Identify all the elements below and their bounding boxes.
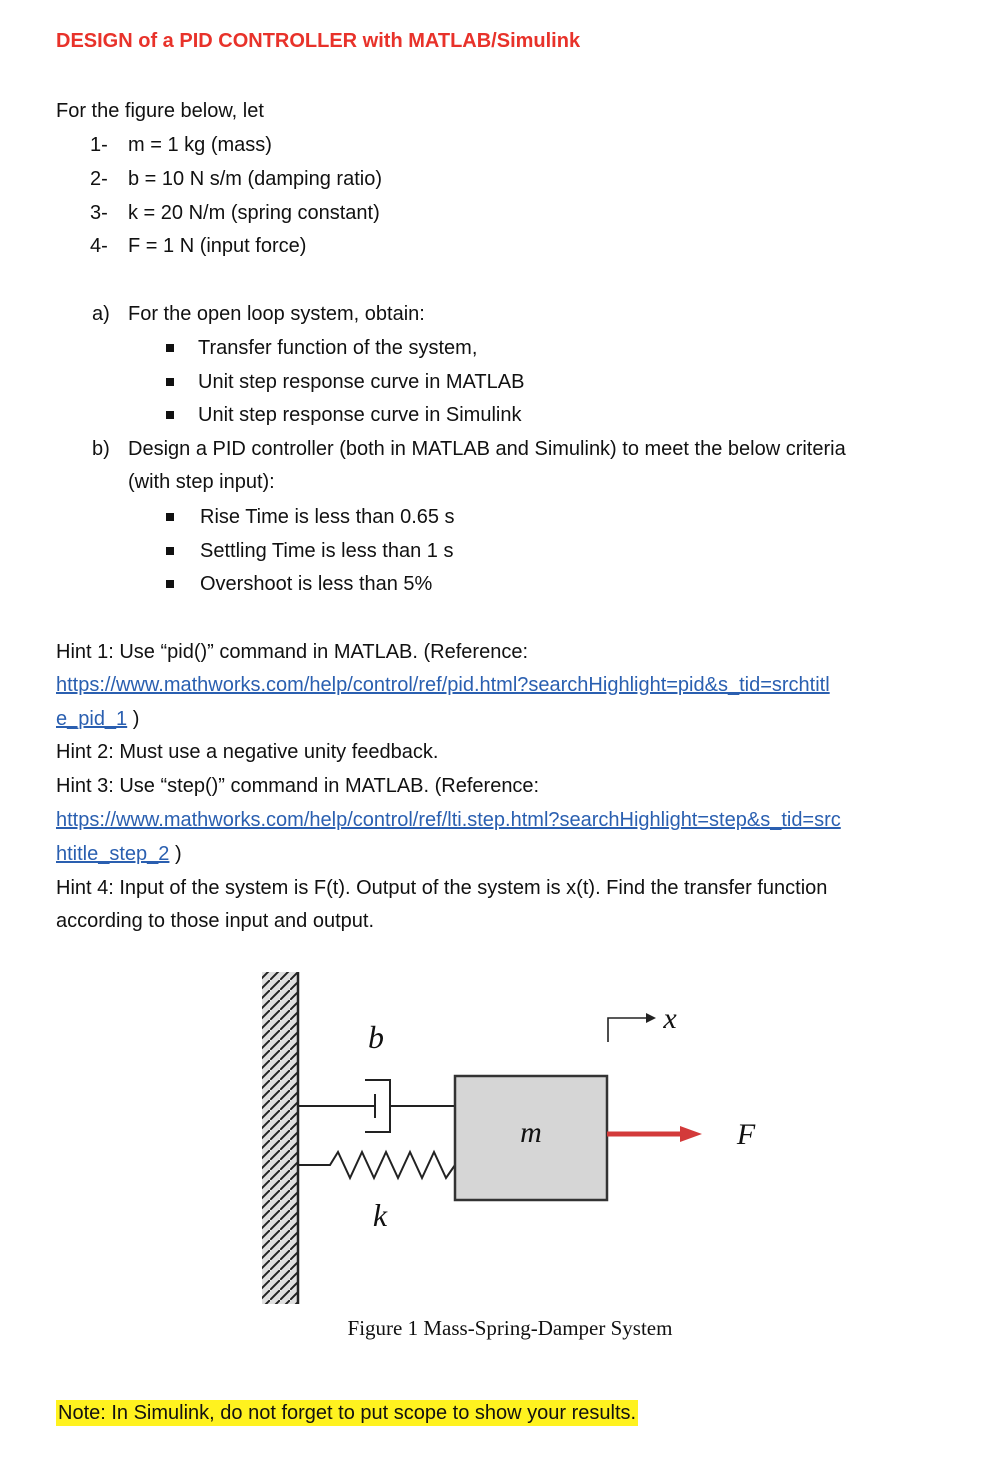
- intro-text: For the figure below, let: [56, 100, 264, 122]
- hint-3-link-continued[interactable]: htitle_step_2: [56, 843, 170, 865]
- given-number: 1-: [90, 134, 108, 156]
- given-text: m = 1 kg (mass): [128, 134, 272, 156]
- hint-3-link-line: [56, 807, 841, 833]
- force-arrow-icon: [607, 1126, 702, 1142]
- label-m: m: [520, 1116, 542, 1149]
- given-number: 3-: [90, 202, 108, 224]
- bullet-icon: [166, 411, 174, 419]
- bullet-icon: [166, 513, 174, 521]
- hint-4: Hint 4: Input of the system is F(t). Output of the system is x(t). Find the transfer function: [56, 877, 828, 899]
- hint-1-close-paren: ): [132, 708, 140, 730]
- part-a-label: a): [92, 303, 110, 325]
- page-title: DESIGN of a PID CONTROLLER with MATLAB/Simulink: [56, 30, 581, 52]
- figure-caption: Figure 1 Mass-Spring-Damper System: [347, 1316, 673, 1340]
- part-b-label: b): [92, 438, 110, 460]
- hint-3-link-line: [56, 841, 182, 867]
- bullet-icon: [166, 378, 174, 386]
- given-text: b = 10 N s/m (damping ratio): [128, 168, 382, 190]
- part-b-text: Design a PID controller (both in MATLAB and Simulink) to meet the below criteria: [128, 438, 846, 460]
- bullet-text: Transfer function of the system,: [198, 337, 478, 359]
- given-text: F = 1 N (input force): [128, 235, 307, 257]
- label-x: x: [663, 1002, 677, 1035]
- label-k: k: [372, 1197, 388, 1233]
- bullet-text: Unit step response curve in MATLAB: [198, 371, 525, 393]
- bullet-text: Overshoot is less than 5%: [200, 573, 433, 595]
- bullet-icon: [166, 344, 174, 352]
- hint-2: Hint 2: Must use a negative unity feedback.: [56, 741, 439, 763]
- hint-3: Hint 3: Use “step()” command in MATLAB. (Reference:: [56, 775, 540, 797]
- given-number: 2-: [90, 168, 108, 190]
- hint-1-link-line: [56, 672, 830, 698]
- hint-3-link[interactable]: https://www.mathworks.com/help/control/ref/lti.step.html?searchHighlight=step&s_tid=src: [56, 809, 841, 831]
- hint-1-link[interactable]: https://www.mathworks.com/help/control/ref/pid.html?searchHighlight=pid&s_tid=srchtitl: [56, 674, 830, 696]
- bullet-text: Rise Time is less than 0.65 s: [200, 506, 455, 528]
- bullet-icon: [166, 547, 174, 555]
- bullet-icon: [166, 580, 174, 588]
- part-b-text-continued: (with step input):: [128, 471, 275, 493]
- given-number: 4-: [90, 235, 108, 257]
- bullet-text: Settling Time is less than 1 s: [200, 540, 454, 562]
- part-a-text: For the open loop system, obtain:: [128, 303, 425, 325]
- displacement-arrow-icon: [608, 1013, 656, 1042]
- hint-1-link-line: [56, 706, 139, 732]
- note-highlight: Note: In Simulink, do not forget to put scope to show your results.: [58, 1402, 637, 1424]
- hint-4-continued: according to those input and output.: [56, 910, 375, 932]
- given-text: k = 20 N/m (spring constant): [128, 202, 380, 224]
- label-f: F: [736, 1118, 756, 1151]
- hint-1-link-continued[interactable]: e_pid_1: [56, 708, 128, 730]
- label-b: b: [368, 1019, 384, 1055]
- mass-spring-damper-figure: [250, 960, 780, 1350]
- damper-icon: [298, 1080, 455, 1132]
- bullet-text: Unit step response curve in Simulink: [198, 404, 522, 426]
- hint-1: Hint 1: Use “pid()” command in MATLAB. (Reference:: [56, 641, 529, 663]
- hint-3-close-paren: ): [174, 843, 182, 865]
- wall-hatching: [262, 972, 298, 1304]
- spring-icon: [298, 1152, 455, 1178]
